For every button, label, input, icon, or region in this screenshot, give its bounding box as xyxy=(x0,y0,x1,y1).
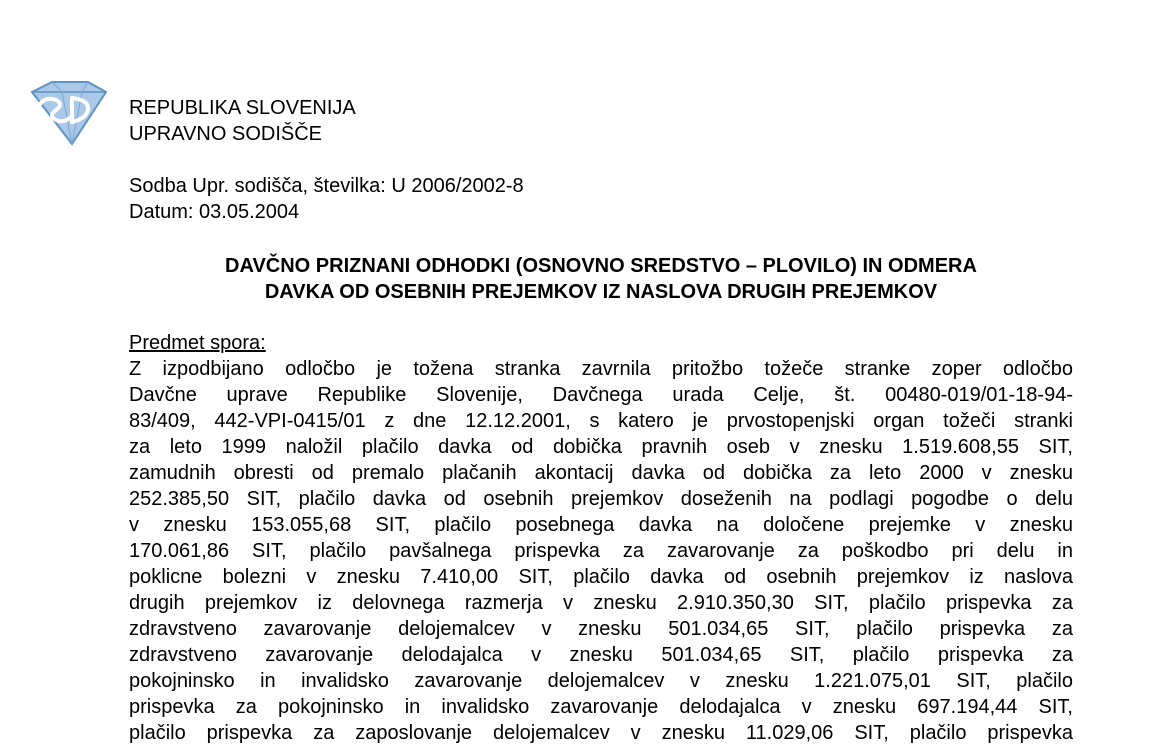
body-line: za leto 1999 naložil plačilo davka od dobička pravnih oseb v znesku 1.519.608,55 SIT, xyxy=(129,436,1073,458)
body-line: 252.385,50 SIT, plačilo davka od osebnih prejemkov doseženih na podlagi pogodbe o delu xyxy=(129,488,1073,510)
ruling-meta xyxy=(129,173,524,225)
body-line: Z izpodbijano odločbo je tožena stranka zavrnila pritožbo tožeče stranke zoper odločbo xyxy=(129,358,1073,380)
body-line: v znesku 153.055,68 SIT, plačilo posebnega davka na določene prejemke v znesku xyxy=(129,514,1073,536)
body-line: prispevka za pokojninsko in invalidsko zavarovanje delodajalca v znesku 697.194,44 SIT, xyxy=(129,696,1073,718)
body-line: zdravstveno zavarovanje delojemalcev v znesku 501.034,65 SIT, plačilo prispevka za xyxy=(129,618,1073,640)
body-line: drugih prejemkov iz delovnega razmerja v znesku 2.910.350,30 SIT, plačilo prispevka za xyxy=(129,592,1073,614)
title-line-1: DAVČNO PRIZNANI ODHODKI (OSNOVNO SREDSTVO – PLOVILO) IN ODMERA xyxy=(225,255,977,277)
body-line: Davčne uprave Republike Slovenije, Davčnega urada Celje, št. 00480-019/01-18-94- xyxy=(129,384,1073,406)
body-line: 83/409, 442-VPI-0415/01 z dne 12.12.2001, s katero je prvostopenjski organ tožeči stranki xyxy=(129,410,1073,432)
body-paragraph xyxy=(129,356,1073,746)
court-emblem-icon xyxy=(26,78,112,150)
section-label: Predmet spora: xyxy=(129,332,266,354)
body-line: poklicne bolezni v znesku 7.410,00 SIT, plačilo davka od osebnih prejemkov iz naslova xyxy=(129,566,1073,588)
body-line: pokojninsko in invalidsko zavarovanje delojemalcev v znesku 1.221.075,01 SIT, plačilo xyxy=(129,670,1073,692)
body-line: zamudnih obresti od premalo plačanih akontacij davka od dobička za leto 2000 v znesku xyxy=(129,462,1073,484)
body-line: 170.061,86 SIT, plačilo pavšalnega prispevka za zavarovanje za poškodbo pri delu in xyxy=(129,540,1073,562)
court-header xyxy=(129,95,356,147)
document-title xyxy=(129,253,1073,305)
body-line: zdravstveno zavarovanje delodajalca v znesku 501.034,65 SIT, plačilo prispevka za xyxy=(129,644,1073,666)
ruling-number: Sodba Upr. sodišča, številka: U 2006/2002-8 xyxy=(129,175,524,197)
title-line-2: DAVKA OD OSEBNIH PREJEMKOV IZ NASLOVA DRUGIH PREJEMKOV xyxy=(264,281,938,303)
ruling-date: Datum: 03.05.2004 xyxy=(129,201,300,223)
republic-name: REPUBLIKA SLOVENIJA xyxy=(129,97,356,119)
court-name: UPRAVNO SODIŠČE xyxy=(129,123,322,145)
body-line: plačilo prispevka za zaposlovanje delojemalcev v znesku 11.029,06 SIT, plačilo prispevka xyxy=(129,722,1073,744)
